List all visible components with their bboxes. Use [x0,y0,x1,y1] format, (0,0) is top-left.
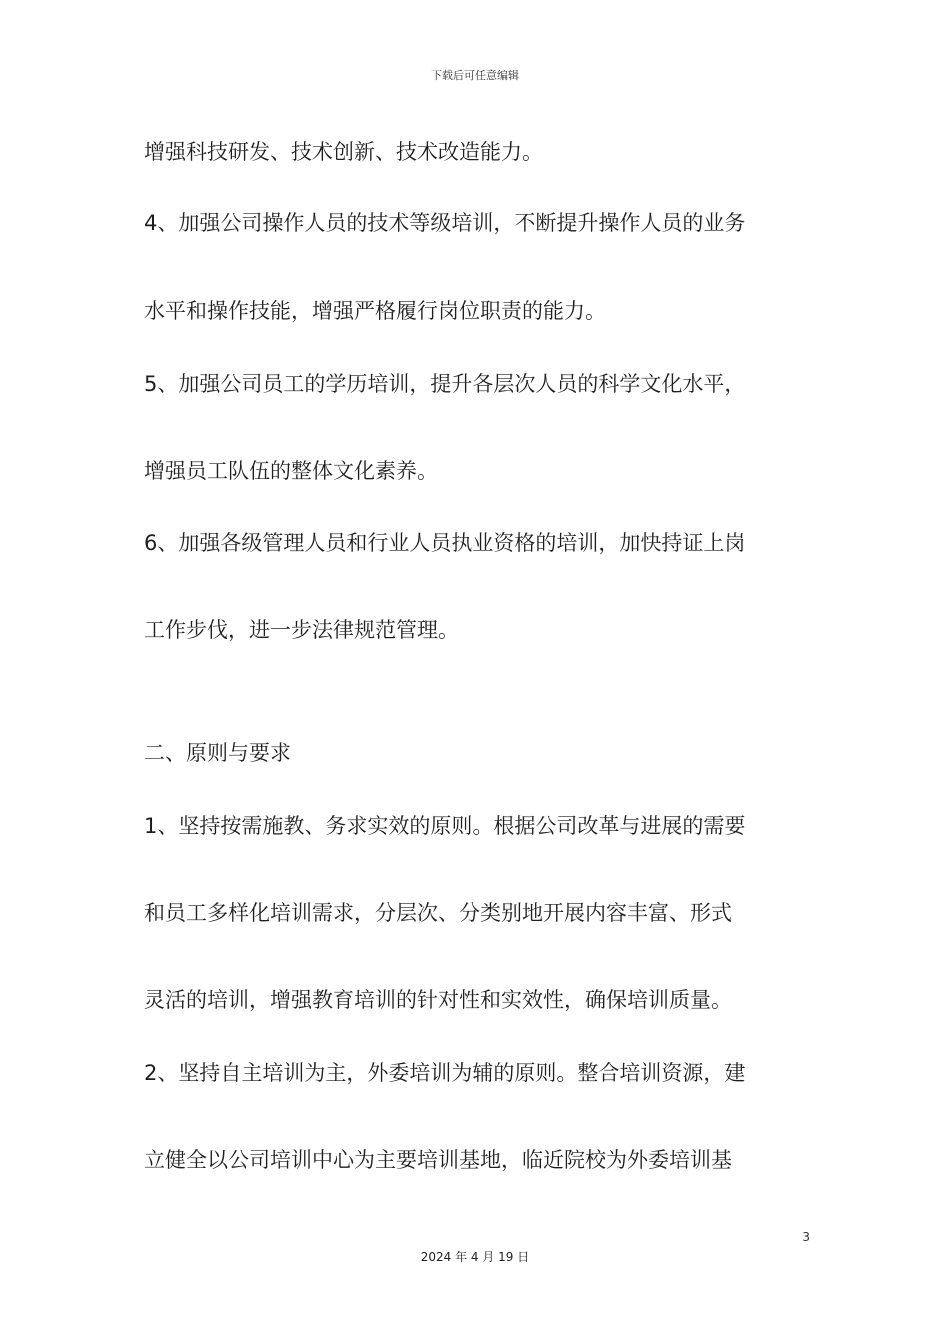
body-line: 1、坚持按需施教、务求实效的原则。根据公司改革与进展的需要 [144,814,746,838]
body-line: 水平和操作技能，增强严格履行岗位职责的能力。 [144,299,606,323]
body-line: 灵活的培训，增强教育培训的针对性和实效性，确保培训质量。 [144,988,732,1012]
body-line: 立健全以公司培训中心为主要培训基地，临近院校为外委培训基 [144,1148,732,1172]
body-line: 5、加强公司员工的学历培训，提升各层次人员的科学文化水平， [144,372,746,396]
section-heading: 二、原则与要求 [144,741,291,765]
body-line: 工作步伐，进一步法律规范管理。 [144,618,459,642]
footer-date: 2024 年 4 月 19 日 [420,1250,530,1264]
page-header: 下载后可任意编辑 [431,69,519,82]
body-line: 增强员工队伍的整体文化素养。 [144,459,438,483]
page-number: 3 [802,1230,810,1244]
body-line: 增强科技研发、技术创新、技术改造能力。 [144,140,543,164]
body-line: 4、加强公司操作人员的技术等级培训，不断提升操作人员的业务 [144,211,746,235]
body-line: 6、加强各级管理人员和行业人员执业资格的培训，加快持证上岗 [144,531,746,555]
body-line: 2、坚持自主培训为主，外委培训为辅的原则。整合培训资源，建 [144,1061,746,1085]
body-line: 和员工多样化培训需求，分层次、分类别地开展内容丰富、形式 [144,901,732,925]
